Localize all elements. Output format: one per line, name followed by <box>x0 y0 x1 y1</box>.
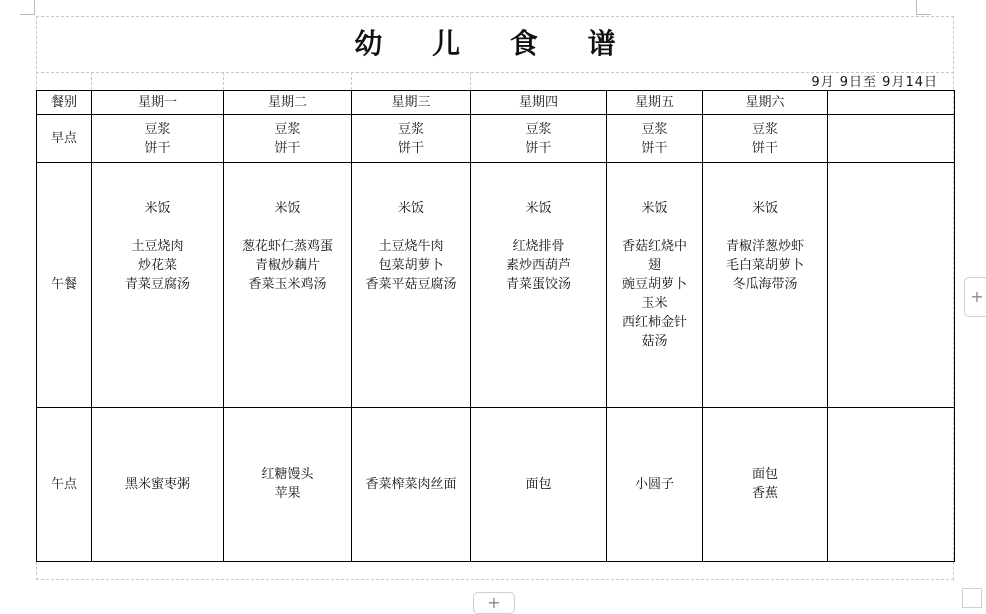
menu-cell <box>471 115 607 163</box>
day-header: 星期三 <box>352 91 471 115</box>
dish-line: 香蕉 <box>751 486 778 502</box>
menu-cell <box>224 407 352 561</box>
dish-line: 素炒西葫芦 <box>505 258 571 274</box>
menu-cell <box>703 407 828 561</box>
guide-line <box>91 72 92 90</box>
dish-line: 苹果 <box>274 486 301 502</box>
menu-cell <box>828 163 955 408</box>
dish-line: 西红柿金针 <box>621 315 687 331</box>
dish-line <box>226 218 349 237</box>
dish-line: 黑米蜜枣粥 <box>124 476 190 492</box>
crop-mark <box>916 0 931 15</box>
dish-line: 香菜平菇豆腐汤 <box>365 277 457 293</box>
dish-line: 香菜玉米鸡汤 <box>248 277 327 293</box>
dish-line: 饼干 <box>751 140 778 156</box>
meal-label: 午点 <box>37 407 92 561</box>
dish-line: 饼干 <box>274 140 301 156</box>
add-column-button[interactable]: + <box>964 277 986 317</box>
menu-cell <box>607 115 703 163</box>
dish-line: 米饭 <box>274 201 301 217</box>
dish-line: 冬瓜海带汤 <box>732 277 798 293</box>
menu-cell <box>352 407 471 561</box>
dish-line: 米饭 <box>641 201 668 217</box>
meal-header: 餐别 <box>37 91 92 115</box>
dish-line: 米饭 <box>751 201 778 217</box>
date-range: 9月 9日至 9月14日 <box>811 75 938 90</box>
day-header: 星期五 <box>607 91 703 115</box>
menu-cell <box>352 163 471 408</box>
dish-line: 香菇红烧中 <box>621 239 687 255</box>
dish-line <box>609 218 700 237</box>
menu-cell <box>828 115 955 163</box>
menu-cell <box>92 163 224 408</box>
dish-line: 小圆子 <box>634 476 674 492</box>
day-header <box>828 91 955 115</box>
dish-line: 菇汤 <box>641 334 668 350</box>
crop-mark <box>20 0 35 15</box>
dish-line: 饼干 <box>641 140 668 156</box>
menu-cell <box>352 115 471 163</box>
menu-cell <box>828 407 955 561</box>
dish-line: 红糖馒头 <box>261 467 314 483</box>
menu-cell <box>224 163 352 408</box>
dish-line: 玉米 <box>641 296 668 312</box>
dish-line: 米饭 <box>397 201 424 217</box>
dish-line: 饼干 <box>144 140 171 156</box>
dish-line: 翅 <box>647 258 661 274</box>
day-header: 星期二 <box>224 91 352 115</box>
dish-line: 青椒炒藕片 <box>254 258 320 274</box>
guide-line <box>223 72 224 90</box>
dish-line: 土豆烧肉 <box>131 239 184 255</box>
dish-line: 红烧排骨 <box>512 239 565 255</box>
meal-row <box>37 115 955 163</box>
dish-line: 饼干 <box>525 140 552 156</box>
menu-cell <box>703 115 828 163</box>
menu-cell <box>471 163 607 408</box>
header-row <box>37 91 955 115</box>
guide-line <box>351 72 352 90</box>
dish-line: 面包 <box>525 476 552 492</box>
dish-line <box>354 218 468 237</box>
menu-cell <box>607 407 703 561</box>
menu-table <box>36 90 955 562</box>
menu-cell <box>703 163 828 408</box>
dish-line: 豆浆 <box>751 121 778 137</box>
meal-row <box>37 163 955 408</box>
resize-handle[interactable] <box>962 588 982 608</box>
page-title: 幼 儿 食 谱 <box>354 27 636 60</box>
guide-line <box>470 72 471 90</box>
menu-cell <box>607 163 703 408</box>
dish-line: 豌豆胡萝卜 <box>621 277 687 293</box>
dish-line: 包菜胡萝卜 <box>378 258 444 274</box>
dish-line <box>473 218 604 237</box>
day-header: 星期四 <box>471 91 607 115</box>
day-header: 星期六 <box>703 91 828 115</box>
add-row-button[interactable]: + <box>473 592 515 614</box>
meal-label: 午餐 <box>37 163 92 408</box>
dish-line: 面包 <box>751 467 778 483</box>
meal-label: 早点 <box>37 115 92 163</box>
dish-line: 青椒洋葱炒虾 <box>725 239 804 255</box>
dish-line: 豆浆 <box>144 121 171 137</box>
dish-line: 饼干 <box>397 140 424 156</box>
dish-line: 豆浆 <box>641 121 668 137</box>
meal-row <box>37 407 955 561</box>
dish-line: 土豆烧牛肉 <box>378 239 444 255</box>
dish-line <box>94 218 221 237</box>
menu-cell <box>92 115 224 163</box>
dish-line: 豆浆 <box>525 121 552 137</box>
menu-cell <box>224 115 352 163</box>
dish-line: 米饭 <box>525 201 552 217</box>
dish-line: 青菜蛋饺汤 <box>505 277 571 293</box>
dish-line: 豆浆 <box>274 121 301 137</box>
dish-line: 豆浆 <box>397 121 424 137</box>
dish-line <box>705 218 825 237</box>
day-header: 星期一 <box>92 91 224 115</box>
dish-line: 香菜榨菜肉丝面 <box>365 476 457 492</box>
dish-line: 米饭 <box>144 201 171 217</box>
dish-line: 炒花菜 <box>137 258 177 274</box>
menu-cell <box>92 407 224 561</box>
dish-line: 青菜豆腐汤 <box>124 277 190 293</box>
dish-line: 葱花虾仁蒸鸡蛋 <box>241 239 333 255</box>
dish-line: 毛白菜胡萝卜 <box>725 258 804 274</box>
menu-cell <box>471 407 607 561</box>
